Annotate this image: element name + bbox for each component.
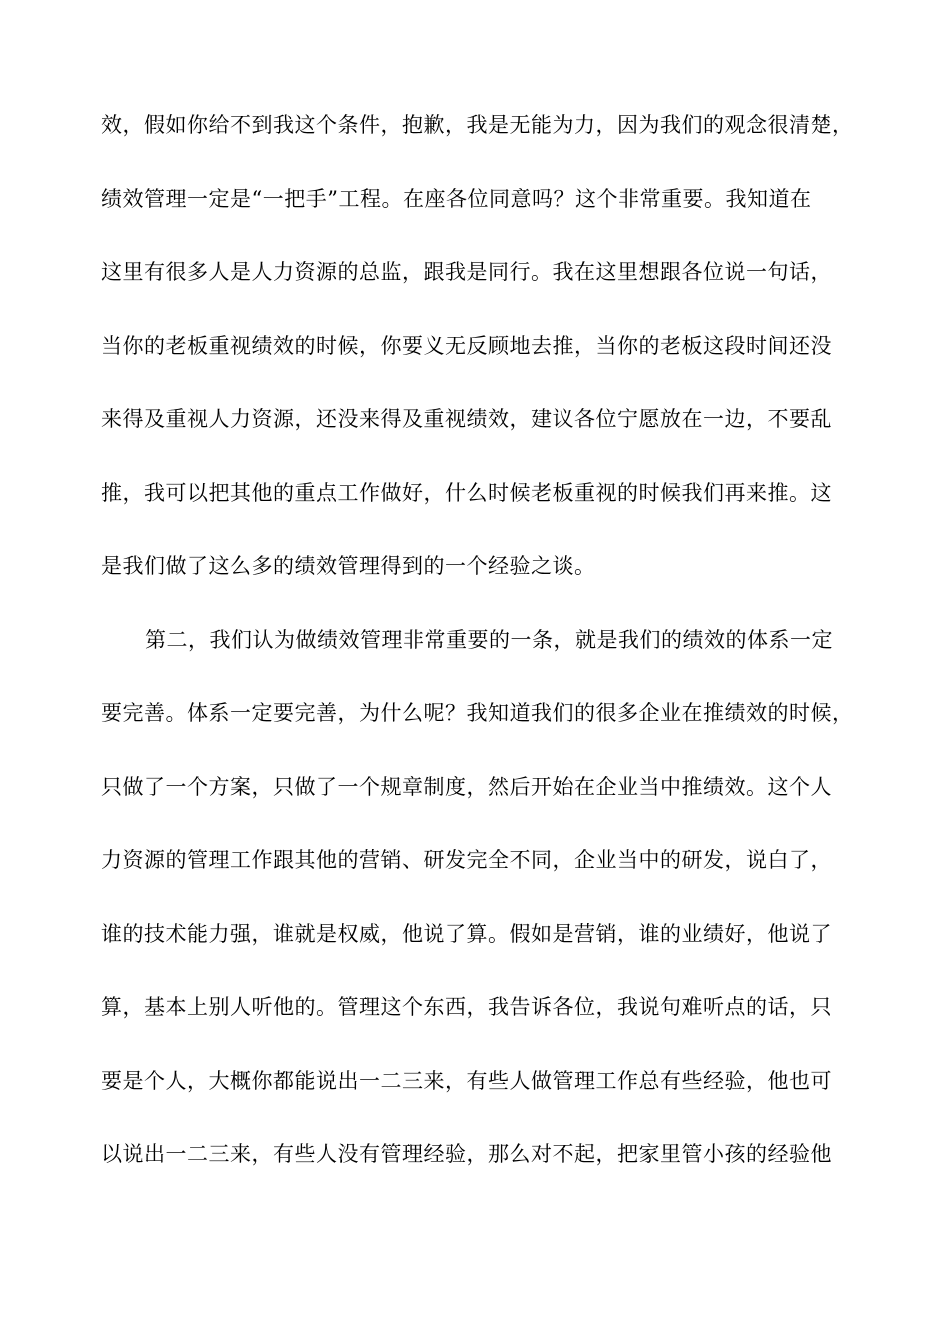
text-line: 要是个人，大概你都能说出一二三来，有些人做管理工作总有些经验，他也可 — [101, 1068, 832, 1093]
text-line: 效，假如你给不到我这个条件，抱歉，我是无能为力，因为我们的观念很清楚， — [101, 113, 854, 137]
text-line: 是我们做了这么多的绩效管理得到的一个经验之谈。 — [101, 554, 596, 578]
text-line: 要完善。体系一定要完善，为什么呢？我知道我们的很多企业在推绩效的时候， — [101, 701, 854, 725]
text-line: 算，基本上别人听他的。管理这个东西，我告诉各位，我说句难听点的话，只 — [101, 995, 832, 1019]
text-line: 以说出一二三来，有些人没有管理经验，那么对不起，把家里管小孩的经验他 — [101, 1142, 832, 1166]
text-line: 谁的技术能力强，谁就是权威，他说了算。假如是营销，谁的业绩好，他说了 — [101, 921, 832, 946]
body-text — [101, 105, 861, 1208]
text-line: 力资源的管理工作跟其他的营销、研发完全不同，企业当中的研发，说白了， — [101, 848, 832, 872]
text-line: 绩效管理一定是“一把手”工程。在座各位同意吗？这个非常重要。我知道在 — [101, 186, 812, 211]
text-line: 只做了一个方案，只做了一个规章制度，然后开始在企业当中推绩效。这个人 — [101, 774, 832, 799]
text-line: 这里有很多人是人力资源的总监，跟我是同行。我在这里想跟各位说一句话， — [101, 260, 832, 284]
text-line: 来得及重视人力资源，还没来得及重视绩效，建议各位宁愿放在一边，不要乱 — [101, 407, 832, 431]
paragraph-first-line: 第二，我们认为做绩效管理非常重要的一条，就是我们的绩效的体系一定 — [145, 627, 833, 652]
text-line: 推，我可以把其他的重点工作做好，什么时候老板重视的时候我们再来推。这 — [101, 480, 832, 505]
text-line: 当你的老板重视绩效的时候，你要义无反顾地去推，当你的老板这段时间还没 — [101, 333, 832, 358]
